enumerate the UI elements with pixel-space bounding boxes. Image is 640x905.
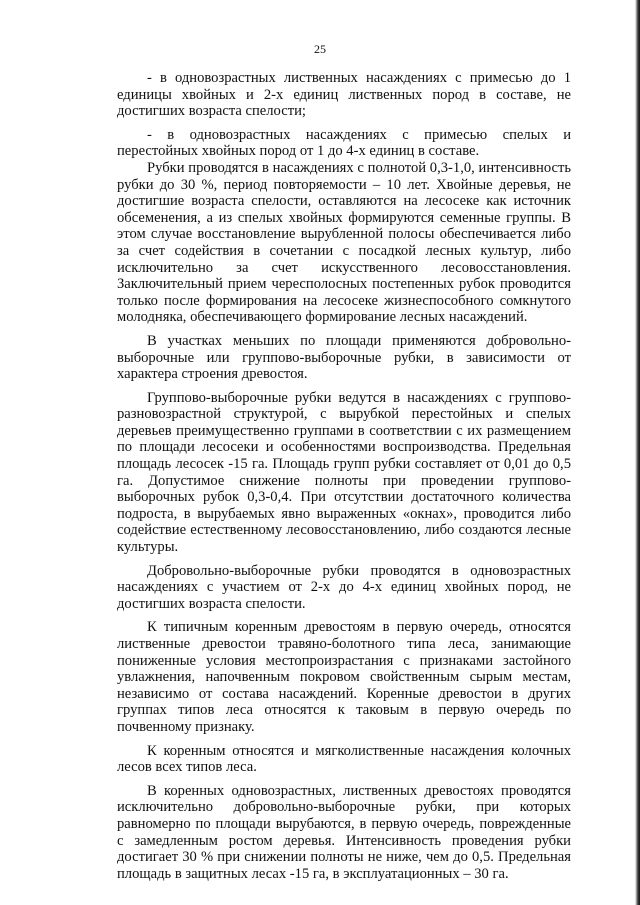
- paragraph-4: В участках меньших по площади применяются добровольно-выборочные или группово-выборочные рубки, в зависимости от характера строения древостоя.: [117, 332, 571, 383]
- paragraph-9: В коренных одновозрастных, лиственных древостоях проводятся исключительно добровольно-выборочные рубки, при которых равномерно по площади вырубаются, в первую очередь, поврежденные с замедленным ростом деревья. Интенсивность проведения рубки достигает 30 % при снижении полноты не ниже, чем до 0,5. Предельная площадь в защитных лесах -15 га, в эксплуатационных – 30 га.: [117, 782, 571, 882]
- paragraph-5: Группово-выборочные рубки ведутся в насаждениях с группово-разновозрастной структурой, с вырубкой перестойных и спелых деревьев преимущественно группами в соответствии с их размещением по площади лесосеки и особенностями воспроизводства. Предельная площадь лесосек -15 га. Площадь групп рубки составляет от 0,01 до 0,5 га. Допустимое снижение полноты при проведении группово-выборочных рубок 0,3-0,4. При отсутствии достаточного количества подроста, в вырубаемых явно выраженных «окнах», проводится либо содействие естественному лесовосстановлению, либо создаются лесные культуры.: [117, 389, 571, 556]
- scan-edge-shadow: [635, 0, 640, 905]
- paragraph-1: - в одновозрастных лиственных насаждениях с примесью до 1 единицы хвойных и 2-х единиц лиственных пород в составе, не достигших возраста спелости;: [117, 70, 571, 120]
- paragraph-6: Добровольно-выборочные рубки проводятся в одновозрастных насаждениях с участием от 2-х до 4-х единиц хвойных пород, не достигших возраста спелости.: [117, 562, 571, 612]
- paragraph-3: Рубки проводятся в насаждениях с полнотой 0,3-1,0, интенсивность рубки до 30 %, период повторяемости – 10 лет. Хвойные деревья, не достигшие возраста спелости, оставляются на лесосеке как источник обсеменения, а из спелых хвойных формируются семенные группы. В этом случае восстановление вырубленной полосы обеспечивается либо за счет содействия в сочетании с посадкой лесных культур, либо исключительно за счет искусственного лесовосстановления. Заключительный прием чересполосных постепенных рубок проводится только после формирования на лесосеке жизнеспособного сомкнутого молодняка, обеспечивающего формирование лесных насаждений.: [117, 159, 571, 326]
- paragraph-2: - в одновозрастных насаждениях с примесью спелых и перестойных хвойных пород от 1 до 4-х единиц в составе.: [117, 126, 571, 160]
- page-number: 25: [314, 42, 326, 56]
- paragraph-7: К типичным коренным древостоям в первую очередь, относятся лиственные древостои травяно-болотного типа леса, занимающие пониженные условия местопроизрастания с признаками застойного увлажнения, напочвенным покровом свойственным сырым местам, независимо от состава насаждений. Коренные древостои в других группах типов леса относятся к таковым в первую очередь по почвенному признаку.: [117, 619, 571, 735]
- paragraph-8: К коренным относятся и мягколиственные насаждения колочных лесов всех типов леса.: [117, 742, 571, 776]
- document-body: [117, 70, 571, 882]
